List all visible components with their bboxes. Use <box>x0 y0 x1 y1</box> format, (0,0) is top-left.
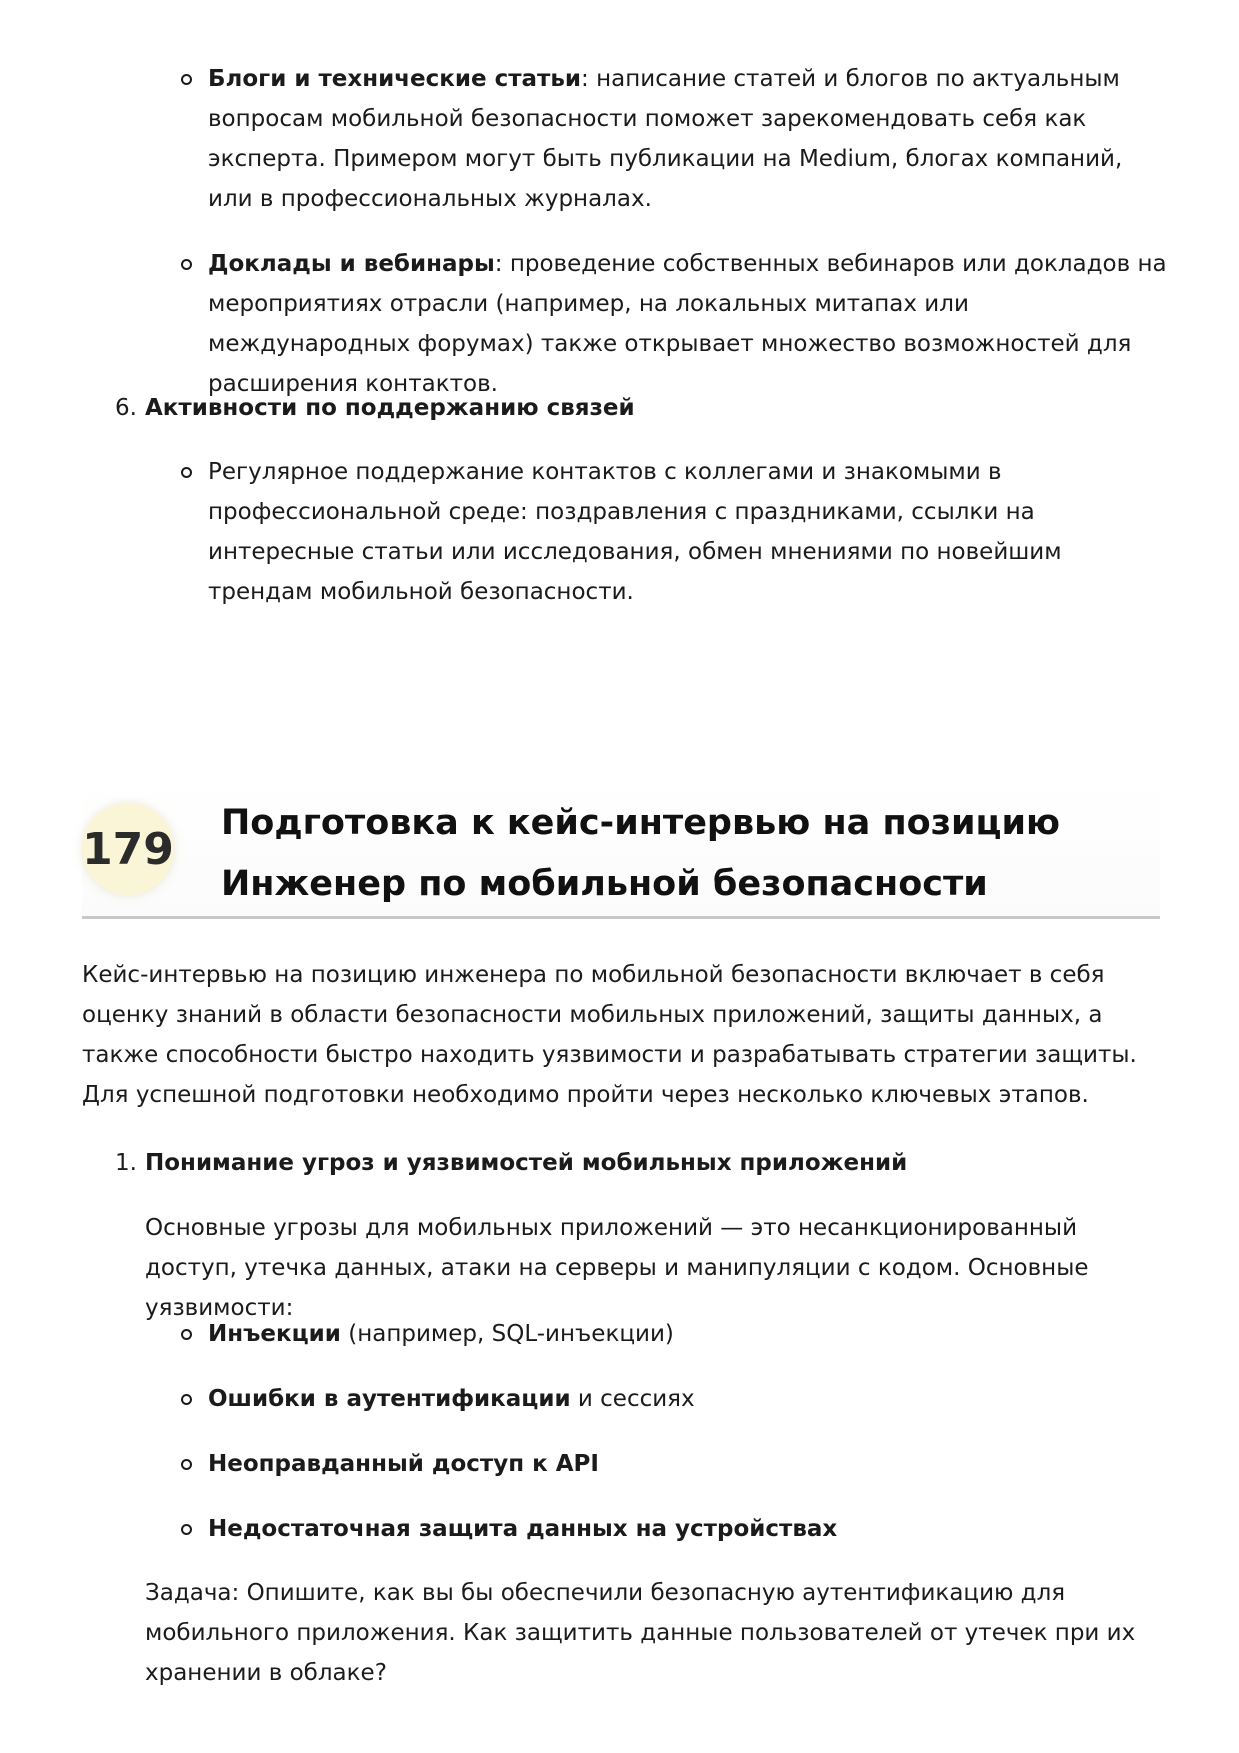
top-bullet-list <box>208 59 1168 404</box>
item-title: Понимание угроз и уязвимостей мобильных приложений <box>145 1150 908 1176</box>
bullet-text: Регулярное поддержание контактов с коллегами и знакомыми в профессиональной среде: поздравления с праздниками, ссылки на интересные статьи или исследования, обмен мнениями по новейшим трендам мобильной безопасности. <box>208 459 1062 605</box>
list-item <box>208 1314 1168 1354</box>
bullet-text: (например, SQL-инъекции) <box>340 1321 674 1347</box>
section-heading <box>82 783 1160 921</box>
item6-bullet-list <box>208 452 1168 612</box>
list-item <box>208 59 1168 219</box>
bullet-bold: Неоправданный доступ к API <box>208 1451 599 1477</box>
task-paragraph: Задача: Опишите, как вы бы обеспечили безопасную аутентификацию для мобильного приложения. Как защитить данные пользователей от утечек при их хранении в облаке? <box>145 1580 1136 1686</box>
bullet-bold: Ошибки в аутентификации <box>208 1386 571 1412</box>
item-number: 1. <box>115 1150 137 1176</box>
bullet-bold: Инъекции <box>208 1321 341 1347</box>
vulnerabilities-list <box>208 1314 1168 1549</box>
list-item <box>208 1379 1168 1419</box>
section-title <box>221 793 1121 915</box>
bullet-bold: Блоги и технические статьи <box>208 66 582 92</box>
numbered-item-6 <box>115 388 1145 428</box>
list-item <box>208 1509 1168 1549</box>
title-line: Подготовка к кейс-интервью на позицию <box>221 803 1061 843</box>
bullet-bold: Недостаточная защита данных на устройствах <box>208 1516 838 1542</box>
list-item <box>208 1444 1168 1484</box>
item-title: Активности по поддержанию связей <box>145 395 635 421</box>
bullet-text: и сессиях <box>570 1386 695 1412</box>
bullet-text: : проведение собственных вебинаров или докладов на мероприятиях отрасли (например, на локальных митапах или международных форумах) также открывает множество возможностей для расширения контактов. <box>208 251 1167 397</box>
numbered-item-1 <box>115 1143 1145 1183</box>
list-item <box>208 244 1168 404</box>
intro-paragraph: Кейс-интервью на позицию инженера по мобильной безопасности включает в себя оценку знаний в области безопасности мобильных приложений, защиты данных, а также способности быстро находить уязвимости и разрабатывать стратегии защиты. Для успешной подготовки необходимо пройти через несколько ключевых этапов. <box>82 962 1137 1108</box>
list-item <box>208 452 1168 612</box>
bullet-bold: Доклады и вебинары <box>208 251 495 277</box>
heading-divider <box>82 916 1160 919</box>
item1-paragraph: Основные угрозы для мобильных приложений — это несанкционированный доступ, утечка данных, атаки на серверы и манипуляции с кодом. Основные уязвимости: <box>145 1215 1089 1321</box>
title-line: Инженер по мобильной безопасности <box>221 864 988 904</box>
item-number: 6. <box>115 395 137 421</box>
section-number-badge: 179 <box>82 803 174 895</box>
bullet-text: : написание статей и блогов по актуальным вопросам мобильной безопасности поможет зарекомендовать себя как эксперта. Примером могут быть публикации на Medium, блогах компаний, или в профессиональных журналах. <box>208 66 1123 212</box>
